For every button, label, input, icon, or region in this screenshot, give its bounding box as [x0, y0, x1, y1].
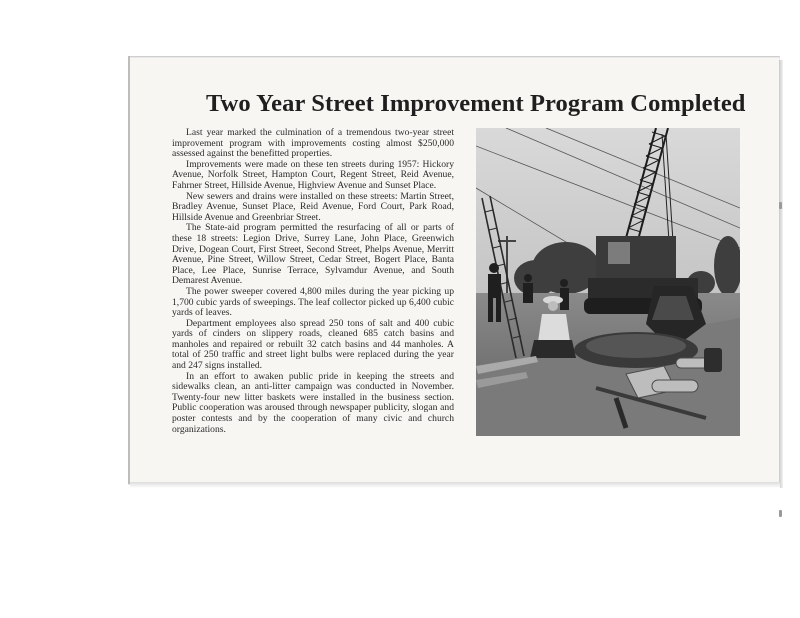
article-body [172, 128, 454, 435]
paragraph: Improvements were made on these ten streets during 1957: Hickory Avenue, Norfolk Street, Hampton Court, Regent Street, Reid Avenue, Fahrner Street, Hillside Avenue, Highview Avenue and Sunset Place. [172, 158, 454, 191]
paragraph: The power sweeper covered 4,800 miles during the year picking up 1,700 cubic yards of sweepings. The leaf collector picked up 6,400 cubic yards of leaves. [172, 285, 454, 319]
page-edge [128, 56, 130, 484]
booklet-spine [779, 60, 783, 488]
construction-photo [476, 128, 740, 436]
staple-top [779, 202, 782, 209]
construction-photo-image [476, 128, 740, 436]
paragraph: Department employees also spread 250 tons of salt and 400 cubic yards of cinders on slippery roads, cleaned 685 catch basins and manholes and repaired or rebuilt 32 catch basins and 44 manholes. A total of 250 traffic and street light bulbs were replaced during the year and 247 signs installed. [172, 317, 454, 372]
staple-bottom [779, 510, 782, 517]
paragraph: Last year marked the culmination of a tremendous two-year street improvement program with improvements costing almost $250,000 assessed against the benefitted properties. [172, 127, 454, 160]
page-shadow [130, 482, 780, 488]
paragraph: The State-aid program permitted the resurfacing of all or parts of these 18 streets: Legion Drive, Surrey Lane, John Place, Greenwich Drive, Dogean Court, First Street, Second Street, Phelps Avenue, Merritt Avenue, Pine Street, Willow Street, Cedar Street, Bogert Place, Banta Place, Lee Place, Sunrise Terrace, Sylvamdur Avenue, and South Demarest Avenue. [172, 222, 454, 287]
paragraph: In an effort to awaken public pride in keeping the streets and sidewalks clean, an anti-litter campaign was conducted in November. Twenty-four new litter baskets were installed in the business section. Public cooperation was aroused through newspaper publicity, slogan and poster contests and by the cooperation of many civic and church organizations. [172, 370, 454, 435]
paragraph: New sewers and drains were installed on these streets: Martin Street, Bradley Avenue, Sunset Place, Reid Avenue, Ford Court, Park Road, Hillside Avenue and Greenbriar Street. [172, 190, 454, 223]
article-title: Two Year Street Improvement Program Completed [206, 90, 746, 117]
